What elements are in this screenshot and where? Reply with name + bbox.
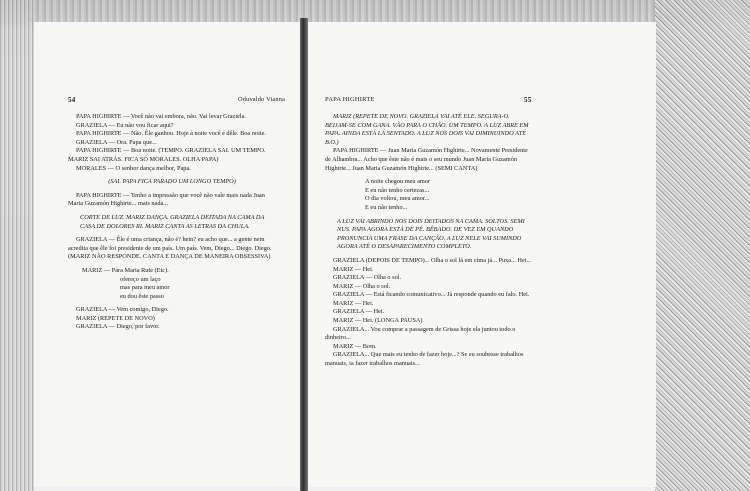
left-page-text xyxy=(68,113,276,332)
line: GRAZIELA... Vou comprar a passagem de Grissa hoje ela juntou todo o dinheiro... xyxy=(325,325,516,342)
line: GRAZIELA... Que mais eu tenho de fazer hoje...? Se eu soubesse trabalhos manuais, ia fazer trabalhos manuais... xyxy=(325,351,524,368)
verse-line: mas para meu amor xyxy=(120,284,170,292)
line: GRAZIELA — Vem comigo, Diego. xyxy=(76,306,169,314)
line: PAPA HIGHIRTE — Boa noite. (TEMPO. GRAZIELA SAI. UM TEMPO. MARIZ SAI ATRÁS. FICA SÓ MORALES. OLHA PAPA) xyxy=(68,147,266,163)
right-page-text xyxy=(325,113,535,369)
line: PAPA HIGHIRTE — Tenho a impressão que você não vale mais nada Juan Maria Guzamón Highirte... mais nada... xyxy=(68,191,265,208)
song-line: E eu não tenho... xyxy=(365,203,408,211)
left-running-head: Oduvaldo Vianna xyxy=(238,96,286,103)
line: MARIZ (REPETE DE NOVO) xyxy=(76,314,155,322)
line: MARIZ — Hei. xyxy=(333,265,374,273)
line: MARIZ — Bom. xyxy=(333,342,377,350)
line: MARIZ (REPETE DE NOVO. GRAZIELA VAI ATÉ ELE. SEGURA-O. BEIJAM-SE COM GANA. VÃO PARA O CHÃO. UM TEMPO. A LUZ ABRE EM PAPA. AINDA ESTÁ LÁ SENTADO. A LUZ NOS DOIS VAI DIMINUINDO ATÉ B.O.) xyxy=(325,113,529,146)
song-line: O dia voltou, meu amor... xyxy=(365,195,430,203)
line: GRAZIELA (DEPOIS DE TEMPO)... Olha o sol lá em cima já... Puxa... Hei... xyxy=(333,256,532,264)
line: GRAZIELA — Hei. xyxy=(333,308,385,316)
line: PAPA HIGHIRTE — Não. Êle ganhou. Hoje à noite você é dêle. Boa noite. xyxy=(76,130,266,138)
line: PAPA HIGHIRTE — Você não vai embora, não. Vai levar Graziela. xyxy=(76,113,247,120)
line: GRAZIELA — Está ficando comunicativo... Já responde quando eu falo. Hei. xyxy=(333,291,530,299)
scan-noise-top xyxy=(30,0,670,22)
book-spine xyxy=(300,18,308,491)
stage-direction: CORTE DE LUZ. MARIZ DANÇA. GRAZIELA DEITADA NA CAMA DA CASA DE DOLORES RI. MARIZ CANTA AS LETRAS DA CHULA. xyxy=(80,213,265,230)
line: GRAZIELA — Eu não vou ficar aqui? xyxy=(76,121,174,129)
line: MARIZ — Hei. xyxy=(333,299,374,307)
line: GRAZIELA — Êle é uma criança, não é? hein? eu acho que... a gente nem acredita que êle foi presidente de um país. Um país. Vem, Diego... Diego. Diego. (MARIZ NÃO RESPONDE. CANTA E DANÇA DE MANEIRA OBSESSIVA) xyxy=(68,236,272,261)
verse-line: ofereço um laço xyxy=(120,275,161,283)
stage-direction: A LUZ VAI ABRINDO NOS DOIS DEITADOS NA CAMA. SOLTOS. SEMI NUS. PAPA AGORA ESTÁ DE PÉ. BÊBADO. DE VEZ EM QUANDO PRONUNCIA UMA FRASE DA CANÇÃO. A LUZ NELE VAI SUMINDO AGORA ATÉ O DESAPARECIMENTO COMPLETO. xyxy=(337,217,525,251)
song-line: E eu não tenho certezas... xyxy=(365,186,430,194)
line: GRAZIELA — Ora. Papa que... xyxy=(76,138,157,146)
scan-noise-left xyxy=(0,0,34,491)
line: MARIZ — Olha o sol. xyxy=(333,282,391,290)
verse-line: eu dou êste passo xyxy=(120,292,164,300)
line: MARIZ — Hei. (LONGA PAUSA) xyxy=(333,317,423,325)
song-line: A noite chegou meu amor xyxy=(365,178,431,186)
stage-direction: (SAI. PAPA FICA PARADO UM LONGO TEMPO) xyxy=(108,178,236,186)
line: GRAZIELA — Diego, por favor. xyxy=(76,323,160,331)
left-page-number: 54 xyxy=(68,96,76,104)
right-running-head: PAPA HIGHIRTE xyxy=(325,96,375,103)
right-page-number: 55 xyxy=(524,96,532,104)
line: PAPA HIGHIRTE — Juan Maria Guzamón Highirte... Novamente Presidente de Alhambra... Acho que êste não é mais o seu mundo Juan Maria Guzamón Highirte... Juan Maria Guzamón Highirte... (SEMI CANTA) xyxy=(325,147,528,172)
line: MORALES — O senhor dança melhor, Papa. xyxy=(76,164,191,172)
scan-noise-right xyxy=(655,0,750,491)
line: MARIZ — Pára Maria Rute (Etc). xyxy=(82,266,169,274)
line: GRAZIELA — Olha o sol. xyxy=(333,274,402,282)
